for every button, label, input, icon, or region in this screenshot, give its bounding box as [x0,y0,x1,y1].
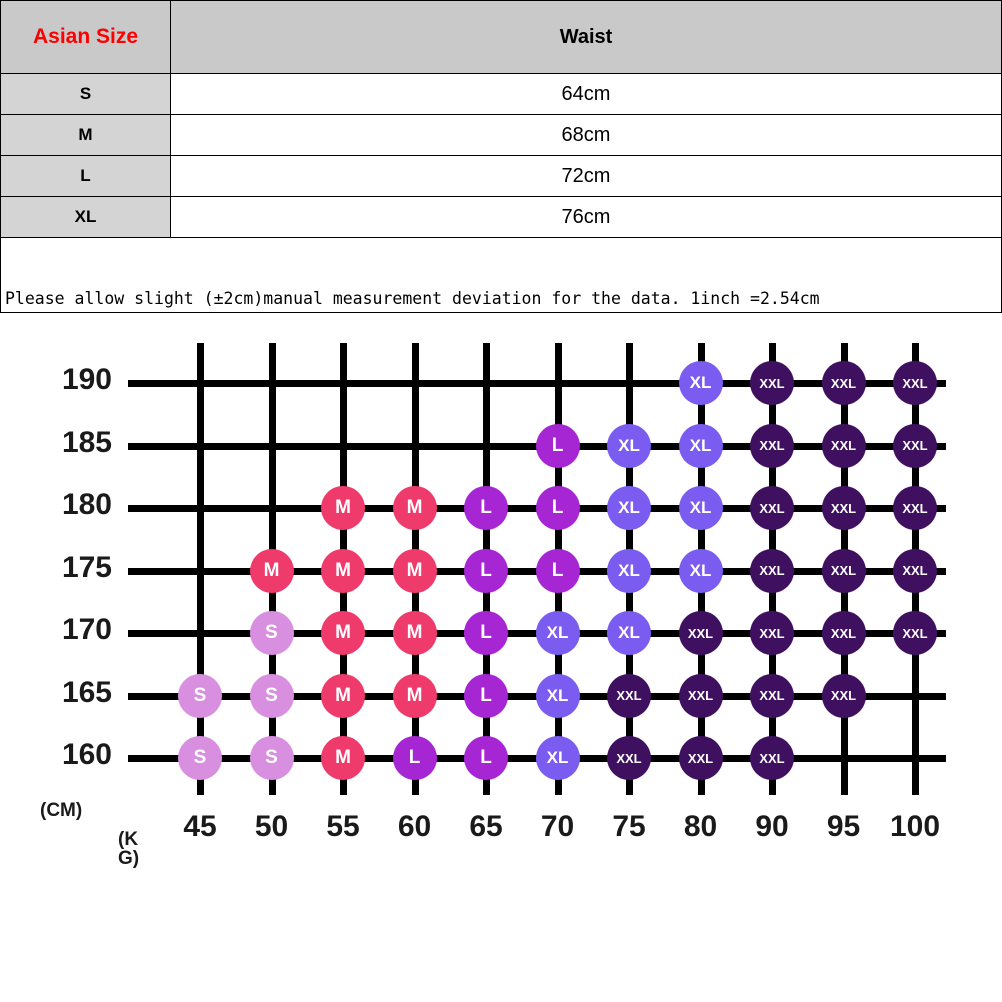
waist-value-l: 72cm [171,156,1002,197]
y-axis-unit-label: (CM) [40,800,83,821]
size-label-xl: XL [1,197,171,238]
x-axis-tick-label: 70 [540,810,575,843]
size-marker-xl: XL [536,674,580,718]
size-marker-xxl: XXL [750,736,794,780]
x-axis-unit-label: (KG) [118,829,140,869]
x-axis-tick-label: 45 [183,810,217,843]
size-marker-m: M [250,549,294,593]
x-axis-tick-label: 80 [683,810,718,843]
size-marker-xl: XL [679,361,723,405]
size-marker-xl: XL [607,611,651,655]
size-marker-m: M [321,486,365,530]
y-axis-tick-label: 170 [61,613,112,646]
size-grid-chart [0,305,1002,905]
size-marker-m: M [321,736,365,780]
size-table [0,0,1002,313]
table-row [1,115,1002,156]
x-axis-tick-label: 60 [397,810,432,843]
column-header-waist: Waist [171,1,1002,74]
size-marker-xl: XL [536,611,580,655]
table-header-row [1,1,1002,74]
size-marker-xxl: XXL [893,361,937,405]
x-axis-tick-label: 75 [612,810,646,843]
waist-value-s: 64cm [171,74,1002,115]
size-marker-s: S [178,674,222,718]
size-marker-m: M [393,611,437,655]
size-marker-xxl: XXL [750,424,794,468]
x-axis-tick-label: 100 [889,810,941,843]
size-table-container [0,0,1002,313]
y-axis-tick-label: 165 [61,675,112,709]
size-marker-xl: XL [679,549,723,593]
size-marker-xxl: XXL [607,674,651,718]
size-marker-s: S [250,611,294,655]
size-marker-xxl: XXL [822,549,866,593]
table-row [1,197,1002,238]
x-axis-tick-label: 55 [326,810,360,843]
x-axis-tick-label: 90 [755,810,789,843]
y-axis-tick-label: 160 [61,738,112,771]
size-marker-m: M [321,674,365,718]
table-row [1,74,1002,115]
measurement-note: Please allow slight (±2cm)manual measurement deviation for the data. 1inch =2.54cm [5,289,820,308]
size-marker-l: L [464,674,508,718]
size-marker-l: L [464,611,508,655]
size-marker-xl: XL [679,424,723,468]
y-axis-tick-label: 185 [61,425,112,459]
waist-value-m: 68cm [171,115,1002,156]
size-marker-s: S [178,736,222,780]
size-marker-l: L [536,424,580,468]
size-marker-xl: XL [536,736,580,780]
size-marker-m: M [321,549,365,593]
size-marker-l: L [536,549,580,593]
size-marker-xxl: XXL [750,486,794,530]
size-marker-xxl: XXL [893,424,937,468]
size-marker-s: S [250,674,294,718]
size-marker-xxl: XXL [750,611,794,655]
y-axis-tick-label: 180 [61,488,112,521]
size-marker-xl: XL [607,424,651,468]
size-marker-xl: XL [607,486,651,530]
size-marker-xl: XL [679,486,723,530]
note-cell [1,238,1002,313]
size-marker-l: L [464,549,508,593]
size-marker-m: M [393,486,437,530]
size-marker-m: M [321,611,365,655]
column-header-asian-size: Asian Size [1,1,171,74]
size-marker-xxl: XXL [893,486,937,530]
size-marker-s: S [250,736,294,780]
waist-value-xl: 76cm [171,197,1002,238]
size-marker-xxl: XXL [893,611,937,655]
size-marker-xxl: XXL [750,361,794,405]
size-marker-l: L [536,486,580,530]
size-marker-xxl: XXL [822,674,866,718]
size-marker-xl: XL [607,549,651,593]
size-marker-xxl: XXL [822,611,866,655]
grid-line-vertical [197,343,204,795]
size-marker-xxl: XXL [607,736,651,780]
size-label-l: L [1,156,171,197]
size-marker-xxl: XXL [750,549,794,593]
size-label-m: M [1,115,171,156]
x-axis-tick-label: 50 [254,810,289,843]
size-marker-l: L [464,486,508,530]
size-marker-l: L [393,736,437,780]
x-axis-tick-label: 65 [469,810,503,843]
size-marker-xxl: XXL [822,486,866,530]
size-marker-xxl: XXL [679,611,723,655]
size-marker-xxl: XXL [679,674,723,718]
size-marker-m: M [393,674,437,718]
table-row [1,156,1002,197]
y-axis-tick-label: 190 [61,363,112,396]
size-marker-xxl: XXL [822,361,866,405]
size-marker-xxl: XXL [750,674,794,718]
y-axis-tick-label: 175 [61,550,112,584]
size-marker-xxl: XXL [893,549,937,593]
table-note-row [1,238,1002,313]
size-marker-l: L [464,736,508,780]
size-marker-xxl: XXL [679,736,723,780]
size-marker-xxl: XXL [822,424,866,468]
size-label-s: S [1,74,171,115]
size-marker-m: M [393,549,437,593]
x-axis-tick-label: 95 [826,810,861,843]
